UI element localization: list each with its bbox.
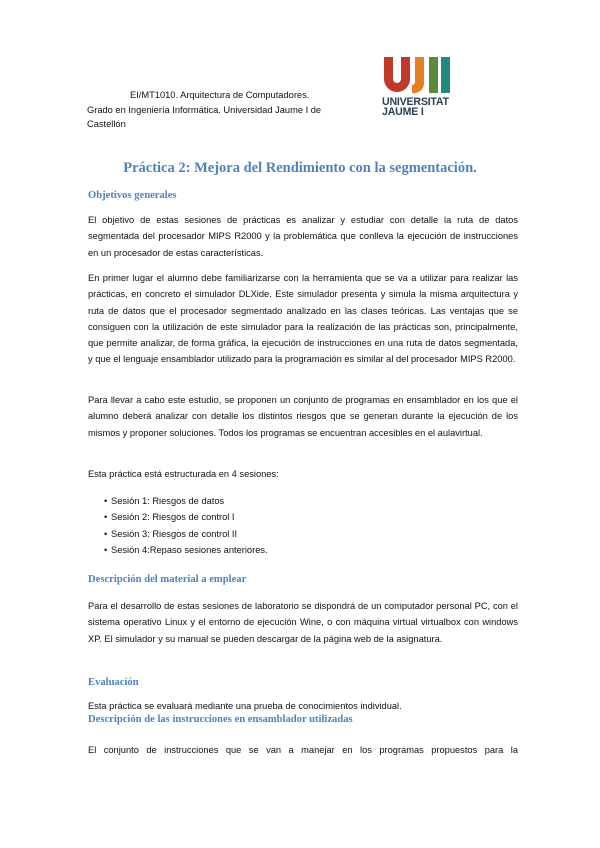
header-line-course: EI/MT1010. Arquitectura de Computadores. <box>130 90 310 100</box>
logo-word-jaume: JAUME I <box>382 106 424 118</box>
header-line-city: Castellón <box>87 119 126 129</box>
header-line-degree: Grado en Ingeniería Informática. Universidad Jaume I de <box>87 104 322 115</box>
objetivos-paragraph-4: Esta práctica está estructurada en 4 sesiones: <box>88 469 279 479</box>
objetivos-paragraph-3: Para llevar a cabo este estudio, se proponen un conjunto de programas en ensamblador en los que el alumno deberá analizar con detalle los distintos riesgos que se generan durante la ejecución de los mismos y proponer soluciones. Todos los programas se encuentran accesibles en el aulavirtual. <box>88 395 518 438</box>
sessions-list <box>104 493 404 558</box>
university-logo <box>382 55 454 121</box>
page-title: Práctica 2: Mejora del Rendimiento con la segmentación. <box>123 160 477 176</box>
instrucciones-paragraph: El conjunto de instrucciones que se van a manejar en los programas propuestos para la <box>88 745 518 755</box>
course-header <box>87 88 357 132</box>
material-paragraph: Para el desarrollo de estas sesiones de laboratorio se dispondrá de un computador personal PC, con el sistema operativo Linux y el entorno de ejecución Wine, o con máquina virtual virtualbox con windows XP. El simulador y su manual se pueden descargar de la página web de la asignatura. <box>88 601 518 644</box>
logo-word-universitat: UNIVERSITAT <box>382 96 449 108</box>
evaluacion-paragraph: Esta práctica se evaluará mediante una prueba de conocimientos individual. <box>88 701 402 711</box>
heading-objetivos: Objetivos generales <box>88 190 177 201</box>
heading-evaluacion: Evaluación <box>88 677 139 688</box>
objetivos-paragraph-2: En primer lugar el alumno debe familiarizarse con la herramienta que se va a utilizar para realizar las prácticas, en concreto el simulador DLXide. Este simulador presenta y simula la misma arquitectura y ruta de datos que el procesador segmentado analizado en las clases teóricas. Las ventajas que se consiguen con la utilización de este simulador para la realización de las prácticas son, principalmente, que permite analizar, de forma gráfica, la ejecución de instrucciones en una ruta de datos segmentada, y que el lenguaje ensamblador utilizado para la programación es similar al del procesador MIPS R2000. <box>88 273 518 365</box>
session-item: • Sesión 4:Repaso sesiones anteriores. <box>104 542 404 558</box>
objetivos-paragraph-1: El objetivo de estas sesiones de prácticas es analizar y estudiar con detalle la ruta de datos segmentada del procesador MIPS R2000 y la problemática que conlleva la ejecución de instrucciones en un procesador de estas características. <box>88 215 518 258</box>
heading-instrucciones: Descripción de las instrucciones en ensamblador utilizadas <box>88 714 353 725</box>
session-item: • Sesión 3: Riesgos de control II <box>104 526 404 542</box>
heading-material: Descripción del material a emplear <box>88 574 247 585</box>
session-item: • Sesión 2: Riesgos de control I <box>104 509 404 525</box>
uji-logo-mark <box>382 55 454 95</box>
session-item: • Sesión 1: Riesgos de datos <box>104 493 404 509</box>
